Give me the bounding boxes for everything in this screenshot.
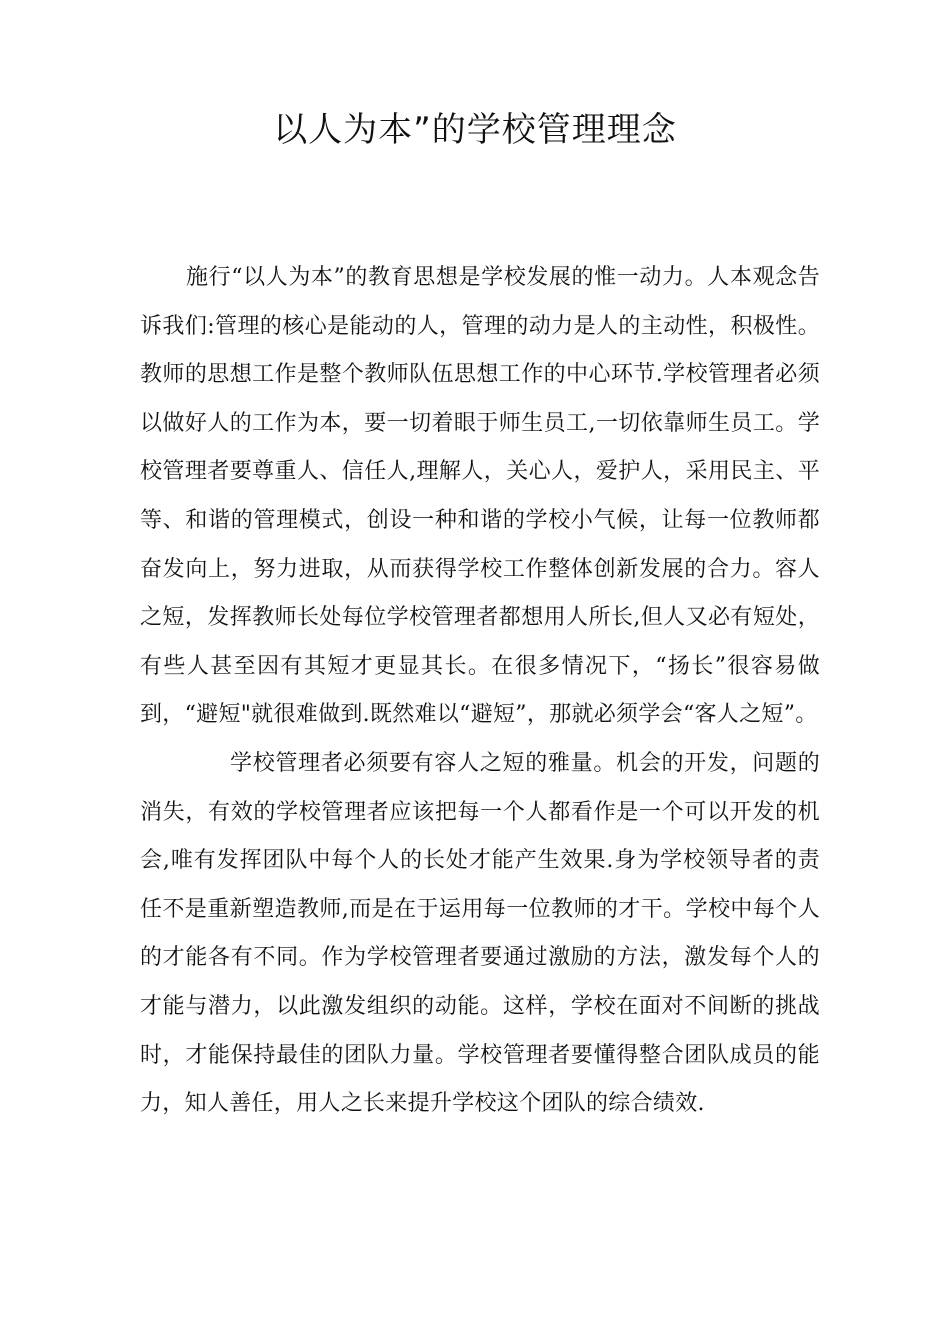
document-body (140, 254, 820, 1129)
paragraph-2: 学校管理者必须要有容人之短的雅量。机会的开发，问题的消失，有效的学校管理者应该把每一个人都看作是一个可以开发的机会,唯有发挥团队中每个人的长处才能产生效果.身为学校领导者的责任不是重新塑造教师,而是在于运用每一位教师的才干。学校中每个人的才能各有不同。作为学校管理者要通过激励的方法，激发每个人的才能与潜力，以此激发组织的动能。这样，学校在面对不间断的挑战时，才能保持最佳的团队力量。学校管理者要懂得整合团队成员的能力，知人善任，用人之长来提升学校这个团队的综合绩效. (140, 750, 820, 1117)
paragraph-1: 施行“以人为本”的教育思想是学校发展的惟一动力。人本观念告诉我们:管理的核心是能动的人，管理的动力是人的主动性，积极性。教师的思想工作是整个教师队伍思想工作的中心环节.学校管理者必须以做好人的工作为本，要一切着眼于师生员工,一切依靠师生员工。学校管理者要尊重人、信任人,理解人，关心人，爱护人，采用民主、平等、和谐的管理模式，创设一种和谐的学校小气候，让每一位教师都奋发向上，努力进取，从而获得学校工作整体创新发展的合力。容人之短，发挥教师长处每位学校管理者都想用人所长,但人又必有短处，有些人甚至因有其短才更显其长。在很多情况下，“扬长”很容易做到，“避短"就很难做到.既然难以“避短”，那就必须学会“客人之短”。 (140, 265, 820, 728)
document-title: 以人为本”的学校管理理念 (273, 110, 677, 150)
